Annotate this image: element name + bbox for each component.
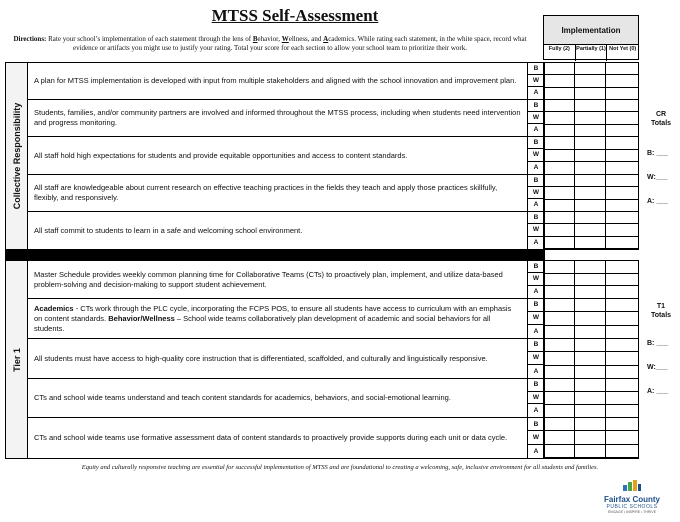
cr-totals-title2: Totals [650,120,672,127]
cr-total-w[interactable]: W:___ [647,174,668,181]
rating-fully-cell[interactable] [544,162,575,174]
rating-notyet-cell[interactable] [606,224,638,235]
table-row [28,137,544,175]
rating-row [544,200,638,212]
rating-row [544,312,638,325]
rating-partially-cell[interactable] [575,405,606,417]
rating-grid-cr [543,62,639,250]
cr-total-b[interactable]: B: ___ [647,150,669,157]
rating-row [544,212,638,224]
rating-fully-cell[interactable] [544,261,575,273]
rating-fully-cell[interactable] [544,274,575,286]
rating-fully-cell[interactable] [544,150,575,162]
section-collective-responsibility [6,63,544,249]
rating-partially-cell[interactable] [575,187,606,198]
section-label: Tier 1 [6,261,28,458]
rating-row [544,339,638,352]
rating-notyet-cell[interactable] [606,312,638,324]
logo-name2: PUBLIC SCHOOLS [606,504,658,510]
rating-row [544,418,638,431]
rating-row [544,100,638,112]
section-separator [6,249,544,261]
rating-fully-cell[interactable] [544,212,575,223]
rating-partially-cell[interactable] [575,261,606,273]
rating-notyet-cell[interactable] [606,326,638,338]
directions-part: ellness, and [288,35,324,43]
rating-notyet-cell[interactable] [606,63,638,74]
rating-partially-cell[interactable] [575,125,606,136]
rating-row [544,125,638,137]
rating-row [544,175,638,187]
rating-fully-cell[interactable] [544,112,575,123]
rating-partially-cell[interactable] [575,75,606,86]
rating-row [544,112,638,124]
rating-notyet-cell[interactable] [606,274,638,286]
t1-totals-title: T1 [656,303,666,310]
rating-partially-cell[interactable] [575,212,606,223]
rating-partially-cell[interactable] [575,392,606,404]
rating-notyet-cell[interactable] [606,187,638,198]
row-statement: CTs and school wide teams use formative assessment data of content standards to proactively provide supports during each unit or data cycle. [28,418,528,458]
rating-notyet-cell[interactable] [606,200,638,211]
rating-notyet-cell[interactable] [606,75,638,86]
directions-w: W [281,35,289,43]
rating-partially-cell[interactable] [575,162,606,174]
rating-partially-cell[interactable] [575,137,606,149]
bwa-labels: B W A [528,137,544,174]
logo-name: Fairfax County [603,495,660,504]
rating-row [544,392,638,405]
rating-notyet-cell[interactable] [606,100,638,111]
rating-fully-cell[interactable] [544,405,575,417]
directions-part: cademics. While rating each statement, in the white space, record what evidence or artifacts you might use to justify your rating. Total your score for each section to allow your school team to prioritize their work. [73,35,527,52]
rating-partially-cell[interactable] [575,352,606,364]
bwa-labels: B W A [528,379,544,417]
rating-row [544,88,638,100]
rating-partially-cell[interactable] [575,339,606,351]
rating-fully-cell[interactable] [544,366,575,378]
row-statement: All staff are knowledgeable about current research on effective teaching practices in the fields they teach and apply those practices skillfully, flexibly, and responsively. [28,175,528,211]
rating-partially-cell[interactable] [575,150,606,162]
rating-fully-cell[interactable] [544,88,575,99]
bwa-labels: B W A [528,339,544,378]
implementation-header [543,15,639,60]
rating-partially-cell[interactable] [575,286,606,298]
rating-notyet-cell[interactable] [606,137,638,149]
rating-notyet-cell[interactable] [606,175,638,186]
rating-row [544,299,638,312]
rating-notyet-cell[interactable] [606,418,638,430]
table-row [28,379,544,418]
t1-total-w[interactable]: W:___ [647,364,668,371]
bwa-labels: B W A [528,418,544,458]
rating-row [544,162,638,175]
rating-partially-cell[interactable] [575,112,606,123]
rating-fully-cell[interactable] [544,224,575,235]
rating-partially-cell[interactable] [575,224,606,235]
table-row [28,299,544,339]
fcps-logo [592,478,672,518]
t1-total-b[interactable]: B: ___ [647,340,669,347]
rating-row [544,261,638,274]
row-statement: All students must have access to high-quality core instruction that is differentiated, scaffolded, and culturally and linguistically responsive. [28,339,528,378]
rating-partially-cell[interactable] [575,379,606,391]
row-statement: Academics - CTs work through the PLC cycle, incorporating the FCPS POS, to ensure all students have access to curriculum with an emphasis on content standards. Behavior/Wellness – School wide teams collaboratively plan development of academic and social behaviors for all students. [28,299,528,338]
rating-notyet-cell[interactable] [606,299,638,311]
rating-row [544,274,638,287]
table-row [28,418,544,458]
rating-row [544,379,638,392]
directions-part: Rate your school’s implementation of each statement through the lens of [46,35,253,43]
rating-fully-cell[interactable] [544,392,575,404]
rating-partially-cell[interactable] [575,326,606,338]
table-row [28,175,544,212]
row-statement: Master Schedule provides weekly common planning time for Collaborative Teams (CTs) to proactively plan, implement, and utilize data-based problem-solving and decision-making to support student achievement. [28,261,528,298]
rating-row [544,286,638,299]
rating-fully-cell[interactable] [544,187,575,198]
rating-partially-cell[interactable] [575,366,606,378]
row-statement: CTs and school wide teams understand and teach content standards for academics, behaviors, and social-emotional learning. [28,379,528,417]
bwa-labels: B W A [528,100,544,136]
rating-fully-cell[interactable] [544,379,575,391]
table-row [28,212,544,249]
directions-part: ehavior, [257,35,282,43]
rating-fully-cell[interactable] [544,200,575,211]
section-label: Collective Responsibility [6,63,28,249]
logo-tagline: ENGAGE • INSPIRE • THRIVE [607,510,657,514]
rating-notyet-cell[interactable] [606,379,638,391]
rating-row [544,187,638,199]
directions-b: B [252,35,258,43]
t1-total-a[interactable]: A: ___ [647,388,669,395]
rating-grid-t1 [543,260,639,459]
rating-partially-cell[interactable] [575,63,606,74]
rating-partially-cell[interactable] [575,431,606,443]
cr-total-a[interactable]: A: ___ [647,198,669,205]
rating-fully-cell[interactable] [544,75,575,86]
rating-row [544,366,638,379]
rating-notyet-cell[interactable] [606,112,638,123]
bwa-labels: B W A [528,261,544,298]
rating-partially-cell[interactable] [575,88,606,99]
cr-totals-title: CR [655,111,667,118]
col-fully: Fully (2) [544,45,576,61]
t1-totals-title2: Totals [650,312,672,319]
footer-note: Equity and culturally responsive teaching are essential for successful implementation of MTSS and are foundational to creating a welcoming, safe, inclusive environment for all students and families. [81,464,599,471]
rating-partially-cell[interactable] [575,200,606,211]
rating-partially-cell[interactable] [575,299,606,311]
rating-row [544,224,638,236]
page-title: MTSS Self-Assessment [211,6,379,25]
rating-fully-cell[interactable] [544,286,575,298]
rating-fully-cell[interactable] [544,339,575,351]
rating-notyet-cell[interactable] [606,237,638,248]
rating-notyet-cell[interactable] [606,405,638,417]
rating-fully-cell[interactable] [544,175,575,186]
rating-notyet-cell[interactable] [606,366,638,378]
rating-partially-cell[interactable] [575,237,606,248]
cr-totals [643,110,679,205]
rating-fully-cell[interactable] [544,299,575,311]
t1-totals [643,302,679,395]
rating-notyet-cell[interactable] [606,286,638,298]
rating-partially-cell[interactable] [575,418,606,430]
rating-row [544,237,638,249]
rating-fully-cell[interactable] [544,125,575,136]
bwa-labels: B W A [528,175,544,211]
rating-notyet-cell[interactable] [606,261,638,273]
rating-fully-cell[interactable] [544,445,575,457]
rating-fully-cell[interactable] [544,431,575,443]
rating-fully-cell[interactable] [544,237,575,248]
rating-fully-cell[interactable] [544,352,575,364]
row-statement: Students, families, and/or community partners are involved and informed throughout the MTSS process, including when students need intervention and progress monitoring. [28,100,528,136]
rating-fully-cell[interactable] [544,100,575,111]
rating-partially-cell[interactable] [575,100,606,111]
rating-fully-cell[interactable] [544,418,575,430]
rating-notyet-cell[interactable] [606,212,638,223]
rating-partially-cell[interactable] [575,175,606,186]
rating-row [544,137,638,150]
bwa-labels: B W A [528,299,544,338]
rating-partially-cell[interactable] [575,274,606,286]
rating-notyet-cell[interactable] [606,339,638,351]
logo-icon [621,479,643,491]
rating-fully-cell[interactable] [544,312,575,324]
rating-row [544,326,638,339]
row-statement: All staff commit to students to learn in a safe and welcoming school environment. [28,212,528,249]
assessment-table [5,62,545,459]
section-tier-1 [6,261,544,458]
rating-row [544,75,638,87]
col-partially: Partially (1) [576,45,608,61]
rating-notyet-cell[interactable] [606,162,638,174]
rating-fully-cell[interactable] [544,137,575,149]
rating-row [544,352,638,365]
directions-text [6,35,534,53]
directions-a: A [323,35,329,43]
rating-notyet-cell[interactable] [606,392,638,404]
rating-notyet-cell[interactable] [606,88,638,99]
rating-notyet-cell[interactable] [606,431,638,443]
rating-row [544,405,638,418]
rating-partially-cell[interactable] [575,312,606,324]
directions-label: Directions: [13,35,47,43]
table-row [28,100,544,137]
rating-fully-cell[interactable] [544,63,575,74]
col-notyet: Not Yet (0) [609,46,637,52]
row-statement: All staff hold high expectations for students and provide equitable opportunities and access to content standards. [28,137,528,174]
rating-notyet-cell[interactable] [606,445,638,457]
implementation-title: Implementation [544,16,638,45]
table-row [28,63,544,100]
rating-row [544,431,638,444]
rating-row [544,150,638,163]
rating-partially-cell[interactable] [575,445,606,457]
row-statement: A plan for MTSS implementation is developed with input from multiple stakeholders and aligned with the school innovation and improvement plan. [28,63,528,99]
rating-notyet-cell[interactable] [606,125,638,136]
table-row [28,339,544,379]
rating-fully-cell[interactable] [544,326,575,338]
bwa-labels: B W A [528,63,544,99]
bwa-labels: B W A [528,212,544,249]
rating-notyet-cell[interactable] [606,352,638,364]
table-row [28,261,544,299]
rating-row [544,63,638,75]
rating-notyet-cell[interactable] [606,150,638,162]
rating-row [544,445,638,458]
